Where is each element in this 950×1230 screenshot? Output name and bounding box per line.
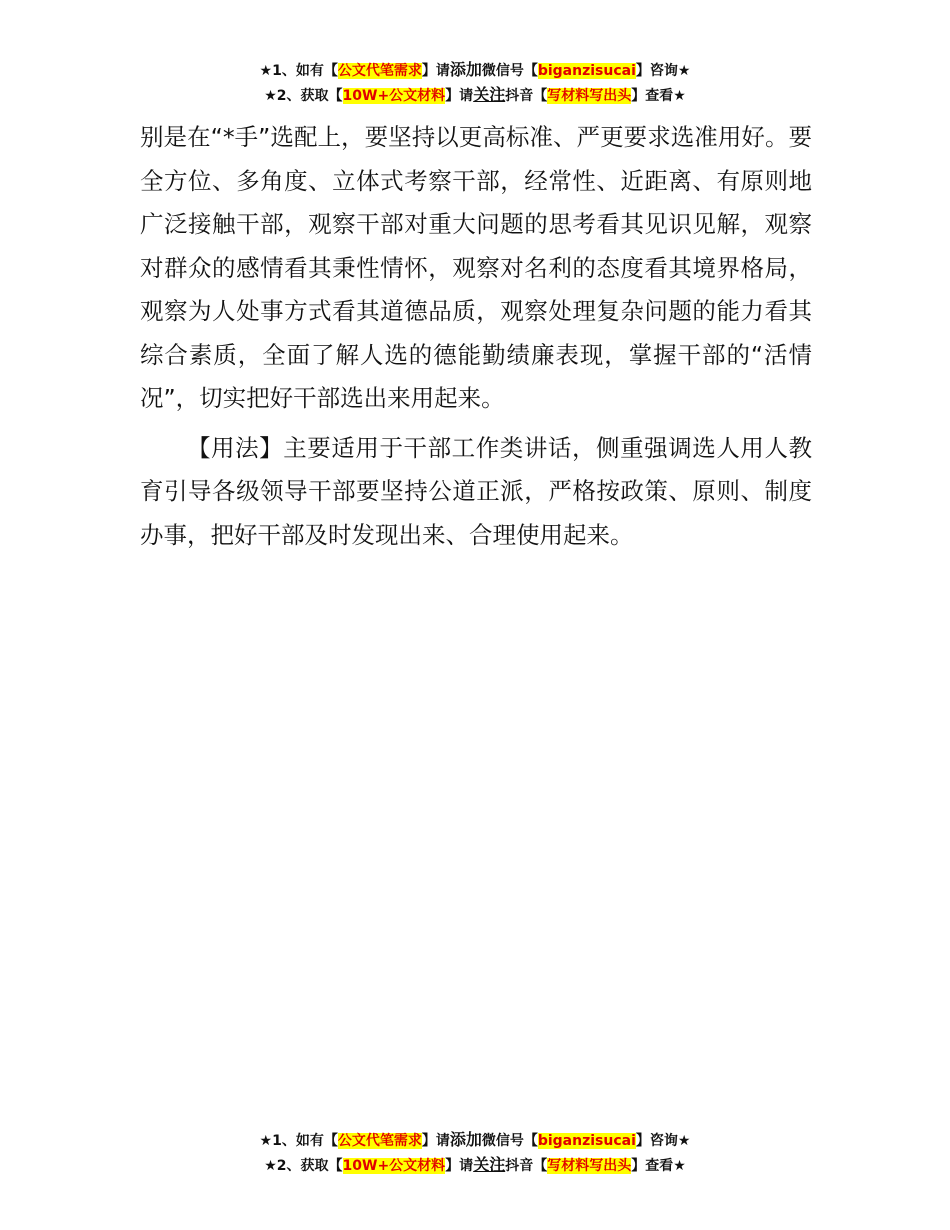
body-paragraph-1: 别是在“*手”选配上，要坚持以更高标准、严更要求选准用好。要全方位、多角度、立体式考察干部，经常性、近距离、有原则地广泛接触干部，观察干部对重大问题的思考看其见识见解，观察对群众的感情看其秉性情怀，观察对名利的态度看其境界格局，观察为人处事方式看其道德品质，观察处理复杂问题的能力看其综合素质，全面了解人选的德能勤绩廉表现，掌握干部的“活情况”，切实把好干部选出来用起来。 bbox=[140, 123, 812, 412]
banner-emphasis: 添加 bbox=[449, 1130, 482, 1149]
banner-text: ★2、获取【 bbox=[264, 88, 343, 104]
highlight-service: 公文代笔需求 bbox=[337, 63, 422, 79]
banner-text: 抖音【 bbox=[505, 1158, 548, 1174]
banner-text: 】查看★ bbox=[631, 88, 686, 104]
banner-text: 抖音【 bbox=[505, 88, 548, 104]
highlight-materials: 10W+公文材料 bbox=[342, 88, 446, 104]
banner-emphasis-underlined: 关注 bbox=[473, 85, 506, 104]
banner-text: 】请 bbox=[421, 63, 450, 79]
banner-text: 】查看★ bbox=[631, 1158, 686, 1174]
highlight-wechat-id: biganzisucai bbox=[537, 1133, 636, 1149]
document-body bbox=[140, 116, 812, 557]
highlight-service: 公文代笔需求 bbox=[337, 1133, 422, 1149]
banner-text: ★1、如有【 bbox=[259, 63, 338, 79]
banner-text: 】请 bbox=[445, 88, 474, 104]
highlight-douyin: 写材料写出头 bbox=[547, 1158, 632, 1174]
banner-text: 】咨询★ bbox=[635, 1133, 691, 1149]
banner-emphasis-underlined: 关注 bbox=[473, 1155, 506, 1174]
banner-line-2 bbox=[0, 1153, 950, 1178]
banner-text: 微信号【 bbox=[481, 63, 538, 79]
highlight-douyin: 写材料写出头 bbox=[547, 88, 632, 104]
banner-line-1 bbox=[0, 1128, 950, 1153]
banner-emphasis: 添加 bbox=[449, 60, 482, 79]
banner-text: 】请 bbox=[445, 1158, 474, 1174]
banner-text: 微信号【 bbox=[481, 1133, 538, 1149]
banner-line-2 bbox=[0, 83, 950, 108]
banner-text: 】请 bbox=[421, 1133, 450, 1149]
body-paragraph-usage: 【用法】主要适用于干部工作类讲话，侧重强调选人用人教育引导各级领导干部要坚持公道正派，严格按政策、原则、制度办事，把好干部及时发现出来、合理使用起来。 bbox=[140, 433, 812, 549]
highlight-materials: 10W+公文材料 bbox=[342, 1158, 446, 1174]
banner-text: 】咨询★ bbox=[635, 63, 691, 79]
banner-line-1 bbox=[0, 58, 950, 83]
header-banner bbox=[0, 58, 950, 108]
highlight-wechat-id: biganzisucai bbox=[537, 63, 636, 79]
footer-banner bbox=[0, 1128, 950, 1178]
banner-text: ★1、如有【 bbox=[259, 1133, 338, 1149]
banner-text: ★2、获取【 bbox=[264, 1158, 343, 1174]
